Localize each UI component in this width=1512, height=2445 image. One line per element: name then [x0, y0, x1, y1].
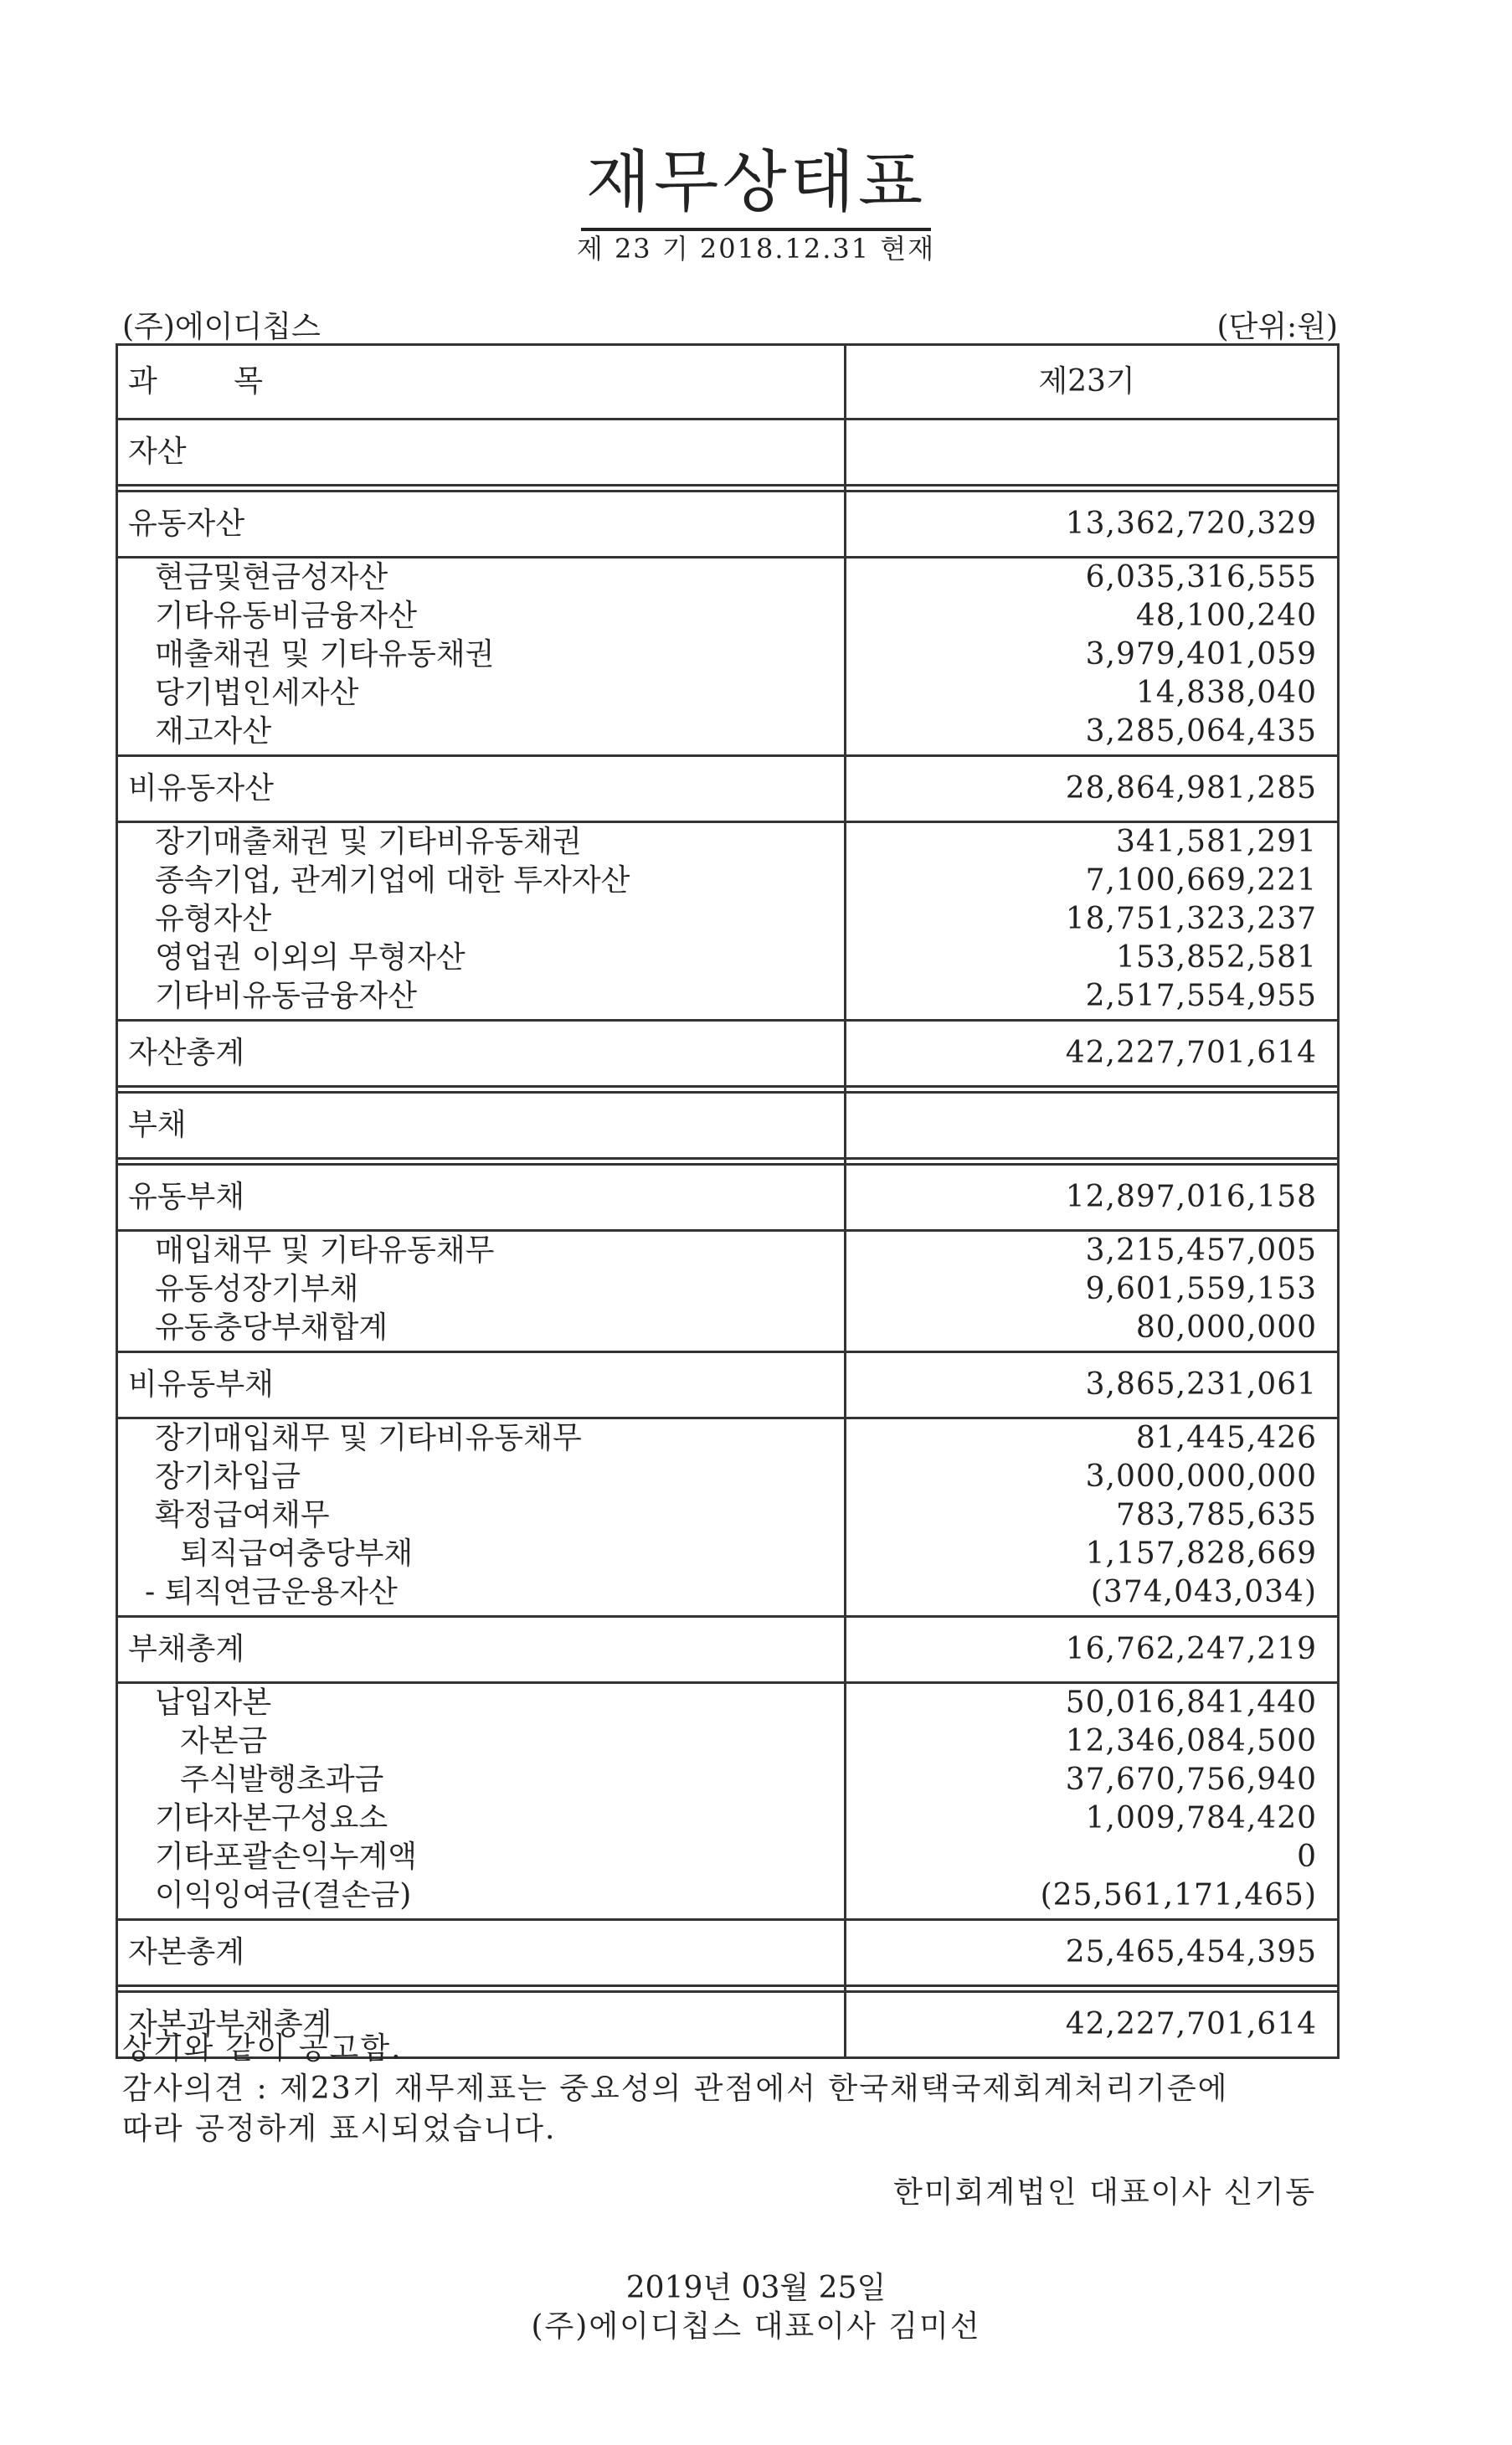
account-label: 자본금 — [117, 1722, 846, 1761]
account-label: 장기매출채권 및 기타비유동채권 — [117, 822, 846, 862]
account-amount: 14,838,040 — [846, 674, 1339, 713]
account-label: 영업권 이외의 무형자산 — [117, 939, 846, 977]
section-row — [117, 1165, 1339, 1231]
account-label: 비유동자산 — [117, 756, 846, 822]
account-amount — [846, 1093, 1339, 1159]
account-amount: (25,561,171,465) — [846, 1876, 1339, 1915]
period-subtitle: 제 23 기 2018.12.31 현재 — [576, 233, 936, 265]
account-label: 유동충당부채합계 — [117, 1309, 846, 1347]
table-row — [117, 1535, 1339, 1573]
account-amount: 28,864,981,285 — [846, 756, 1339, 822]
section-row — [117, 1920, 1339, 1986]
account-label: 장기매입채무 및 기타비유동채무 — [117, 1418, 846, 1459]
table-row — [117, 1231, 1339, 1271]
table-row — [117, 1876, 1339, 1915]
table-row — [117, 597, 1339, 636]
section-row — [117, 1352, 1339, 1418]
table-row — [117, 558, 1339, 598]
gap-cell — [117, 1087, 846, 1093]
account-label: 유형자산 — [117, 900, 846, 939]
account-label: 유동자산 — [117, 492, 846, 558]
table-row — [117, 1799, 1339, 1838]
table-row — [117, 1838, 1339, 1876]
table-row — [117, 1573, 1339, 1612]
row-gap — [117, 1159, 1339, 1165]
account-amount: 25,465,454,395 — [846, 1920, 1339, 1986]
account-label: 유동성장기부채 — [117, 1270, 846, 1309]
account-amount: 7,100,669,221 — [846, 862, 1339, 900]
account-amount: 3,865,231,061 — [846, 1352, 1339, 1418]
account-amount: 3,285,064,435 — [846, 713, 1339, 751]
row-gap — [117, 1986, 1339, 1992]
table-row — [117, 1458, 1339, 1496]
note-line-1: 상기와 같이 공고함. — [122, 2031, 403, 2066]
note-line-3: 따라 공정하게 표시되었습니다. — [122, 2112, 557, 2146]
account-label: 기타포괄손익누계액 — [117, 1838, 846, 1876]
account-amount: 42,227,701,614 — [846, 1992, 1339, 2058]
table-row — [117, 674, 1339, 713]
gap-cell — [846, 1087, 1339, 1093]
account-label: 비유동부채 — [117, 1352, 846, 1418]
account-amount: 12,346,084,500 — [846, 1722, 1339, 1761]
gap-cell — [117, 486, 846, 492]
account-label: 퇴직급여충당부채 — [117, 1535, 846, 1573]
table-row — [117, 713, 1339, 751]
account-amount — [846, 420, 1339, 486]
account-label: 부채 — [117, 1093, 846, 1159]
account-label: 현금및현금성자산 — [117, 558, 846, 598]
account-amount: 12,897,016,158 — [846, 1165, 1339, 1231]
account-amount: 50,016,841,440 — [846, 1683, 1339, 1723]
section-row — [117, 492, 1339, 558]
account-label: 주식발행초과금 — [117, 1761, 846, 1799]
account-label: 자본총계 — [117, 1920, 846, 1986]
account-amount: 3,215,457,005 — [846, 1231, 1339, 1271]
account-label: 종속기업, 관계기업에 대한 투자자산 — [117, 862, 846, 900]
account-amount: 6,035,316,555 — [846, 558, 1339, 598]
header-period: 제23기 — [846, 345, 1339, 420]
account-amount: 153,852,581 — [846, 939, 1339, 977]
account-amount: 13,362,720,329 — [846, 492, 1339, 558]
table-row — [117, 900, 1339, 939]
gap-cell — [846, 486, 1339, 492]
account-label: 확정급여채무 — [117, 1496, 846, 1535]
header-account: 과 목 — [117, 345, 846, 420]
section-row — [117, 756, 1339, 822]
gap-cell — [846, 1159, 1339, 1165]
account-label: 기타비유동금융자산 — [117, 977, 846, 1016]
account-label: 유동부채 — [117, 1165, 846, 1231]
account-amount: 2,517,554,955 — [846, 977, 1339, 1016]
table-row — [117, 636, 1339, 674]
account-label: 자산총계 — [117, 1021, 846, 1087]
account-label: - 퇴직연금운용자산 — [117, 1573, 846, 1612]
account-label: 장기차입금 — [117, 1458, 846, 1496]
table-row — [117, 1496, 1339, 1535]
table-row — [117, 939, 1339, 977]
company-name: (주)에이디칩스 — [122, 310, 321, 344]
balance-sheet-table — [116, 343, 1340, 2059]
account-label: 부채총계 — [117, 1617, 846, 1683]
account-amount: 0 — [846, 1838, 1339, 1876]
section-row — [117, 1021, 1339, 1087]
row-gap — [117, 486, 1339, 492]
table-row — [117, 977, 1339, 1016]
account-label: 자본과부채총계 — [117, 1992, 846, 2058]
table-row — [117, 1683, 1339, 1723]
note-line-2: 감사의견 : 제23기 재무제표는 중요성의 관점에서 한국채택국제회계처리기준에 — [122, 2072, 1229, 2106]
account-amount: 80,000,000 — [846, 1309, 1339, 1347]
account-label: 재고자산 — [117, 713, 846, 751]
table-row — [117, 1309, 1339, 1347]
account-label: 기타자본구성요소 — [117, 1799, 846, 1838]
account-amount: 37,670,756,940 — [846, 1761, 1339, 1799]
unit-label: (단위:원) — [1216, 310, 1338, 344]
account-label: 이익잉여금(결손금) — [117, 1876, 846, 1915]
table-row — [117, 1418, 1339, 1459]
account-label: 기타유동비금융자산 — [117, 597, 846, 636]
account-amount: 18,751,323,237 — [846, 900, 1339, 939]
account-amount: 1,009,784,420 — [846, 1799, 1339, 1838]
document-title: 재무상태표 — [0, 149, 1512, 216]
auditor-signature: 한미회계법인 대표이사 신기동 — [893, 2175, 1316, 2210]
account-amount: 1,157,828,669 — [846, 1535, 1339, 1573]
account-amount: 783,785,635 — [846, 1496, 1339, 1535]
account-amount: 9,601,559,153 — [846, 1270, 1339, 1309]
account-amount: 3,000,000,000 — [846, 1458, 1339, 1496]
table-header-row — [117, 345, 1339, 420]
account-label: 매입채무 및 기타유동채무 — [117, 1231, 846, 1271]
account-label: 당기법인세자산 — [117, 674, 846, 713]
account-amount: 3,979,401,059 — [846, 636, 1339, 674]
section-row — [117, 420, 1339, 486]
section-row — [117, 1617, 1339, 1683]
account-amount: 48,100,240 — [846, 597, 1339, 636]
row-gap — [117, 1087, 1339, 1093]
table-row — [117, 1270, 1339, 1309]
account-amount: (374,043,034) — [846, 1573, 1339, 1612]
gap-cell — [117, 1986, 846, 1992]
account-amount: 42,227,701,614 — [846, 1021, 1339, 1087]
table-row — [117, 822, 1339, 862]
issue-date: 2019년 03월 25일 — [625, 2271, 887, 2305]
account-amount: 81,445,426 — [846, 1418, 1339, 1459]
gap-cell — [846, 1986, 1339, 1992]
account-amount: 341,581,291 — [846, 822, 1339, 862]
company-signature: (주)에이디칩스 대표이사 김미선 — [531, 2309, 981, 2344]
table-row — [117, 1722, 1339, 1761]
account-label: 자산 — [117, 420, 846, 486]
account-label: 매출채권 및 기타유동채권 — [117, 636, 846, 674]
section-row — [117, 1093, 1339, 1159]
table-row — [117, 862, 1339, 900]
account-label: 납입자본 — [117, 1683, 846, 1723]
gap-cell — [117, 1159, 846, 1165]
table-row — [117, 1761, 1339, 1799]
account-amount: 16,762,247,219 — [846, 1617, 1339, 1683]
